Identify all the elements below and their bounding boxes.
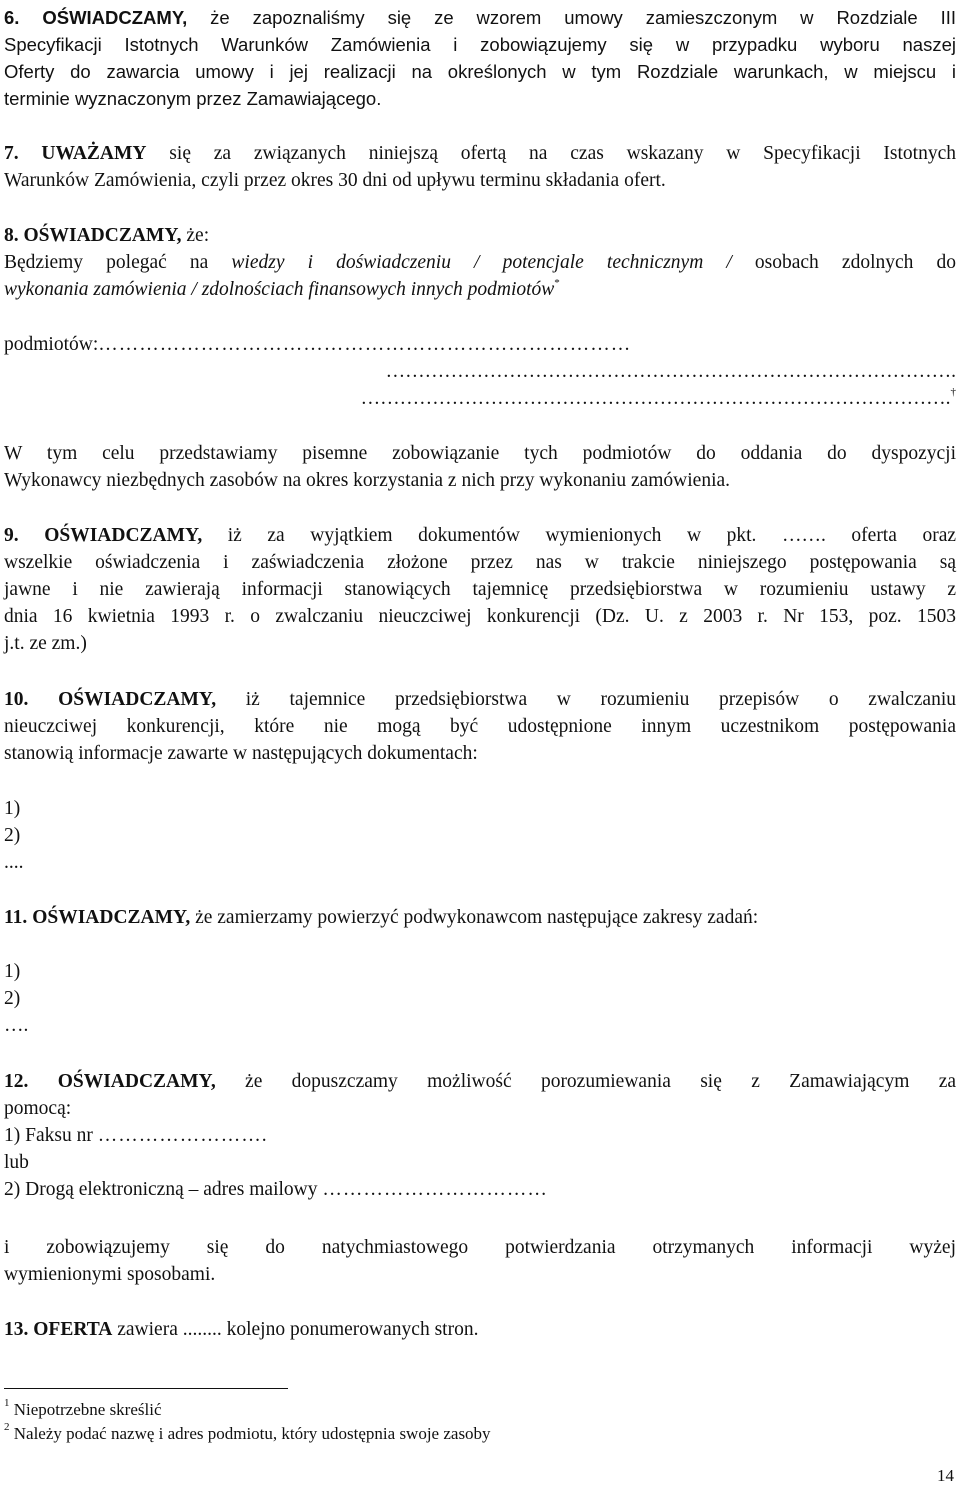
section-8-keyword: OŚWIADCZAMY, — [23, 225, 182, 246]
entities-label: podmiotów: — [4, 334, 99, 355]
footnote-1-mark: 1 — [4, 1397, 10, 1410]
section-8-entities — [4, 331, 956, 412]
section-11 — [4, 904, 956, 931]
section-9-number: 9. — [4, 525, 19, 546]
fax-number-dots: ……………………. — [97, 1125, 268, 1146]
section-8-number: 8. — [4, 225, 19, 246]
section-7-line-1: się za związanych niniejszą ofertą na czas wskazany w Specyfikacji Istotnych — [146, 143, 956, 164]
section-7-number: 7. — [4, 143, 19, 164]
list-item: .... — [4, 852, 24, 873]
section-6-keyword: OŚWIADCZAMY, — [42, 7, 188, 28]
list-item: 1) — [4, 961, 21, 982]
section-6-number: 6. — [4, 7, 20, 28]
section-6-line-4: terminie wyznaczonym przez Zamawiającego. — [4, 88, 382, 109]
page-number: 14 — [937, 1466, 954, 1485]
entities-dots-3: ………………………………………………………………………………. — [360, 388, 951, 409]
section-6-line-1: że zapoznaliśmy się ze wzorem umowy zamieszczonym w Rozdziale III — [187, 7, 956, 28]
section-9-line-1a: iż za wyjątkiem dokumentów wymienionych w pkt. — [202, 525, 782, 546]
section-8-line-2: wykonania zamówienia / zdolnościach finansowych innych podmiotów — [4, 279, 555, 300]
section-12-number: 12. — [4, 1071, 29, 1092]
section-9-line-4: dnia 16 kwietnia 1993 r. o zwalczaniu nieuczciwej konkurencji (Dz. U. z 2003 r. Nr 153, poz. 1503 — [4, 606, 956, 627]
section-11-keyword: OŚWIADCZAMY, — [32, 907, 191, 928]
section-7-keyword: UWAŻAMY — [41, 143, 147, 164]
section-10-line-1: iż tajemnice przedsiębiorstwa w rozumieniu przepisów o zwalczaniu — [216, 689, 956, 710]
list-item: …. — [4, 1015, 29, 1036]
section-12 — [4, 1068, 956, 1203]
section-6 — [4, 4, 956, 112]
footnote-marker-asterisk: * — [554, 276, 560, 289]
section-6-line-2: Specyfikacji Istotnych Warunków Zamówienia i zobowiązujemy się w przypadku wyboru naszej — [4, 34, 956, 55]
section-8-line-1b: wiedzy i doświadczeniu / potencjale technicznym / — [231, 252, 755, 273]
footnote-1-text: Niepotrzebne skreślić — [9, 1400, 162, 1419]
section-13-keyword: OFERTA — [33, 1319, 113, 1340]
entities-dots-1: …………………………………………………………………… — [98, 334, 632, 355]
section-13-number: 13. — [4, 1319, 29, 1340]
section-10-line-3: stanowią informacje zawarte w następujących dokumentach: — [4, 743, 478, 764]
section-13 — [4, 1316, 956, 1343]
section-8 — [4, 222, 956, 303]
section-9-keyword: OŚWIADCZAMY, — [44, 525, 203, 546]
entities-dots-2: ……………………………………………………………………………. — [385, 361, 956, 382]
footnote-2-text: Należy podać nazwę i adres podmiotu, który udostępnia swoje zasoby — [9, 1424, 491, 1443]
section-8-tail: że: — [181, 225, 210, 246]
section-7-line-2: Warunków Zamówienia, czyli przez okres 30 dni od upływu terminu składania ofert. — [4, 170, 666, 191]
section-10-list — [4, 795, 956, 876]
section-9 — [4, 522, 956, 657]
section-9-line-2: wszelkie oświadczenia i zaświadczenia złożone przez nas w trakcie niniejszego postępowania są — [4, 552, 956, 573]
section-11-number: 11. — [4, 907, 28, 928]
section-12-keyword: OŚWIADCZAMY, — [57, 1071, 216, 1092]
footnote-separator — [4, 1388, 288, 1389]
list-item: 1) — [4, 798, 21, 819]
footnote-1 — [4, 1399, 162, 1421]
section-8-line-1c: osobach zdolnych do — [754, 252, 956, 273]
section-13-line-1: zawiera ........ kolejno ponumerowanych stron. — [112, 1319, 479, 1340]
section-9-line-1b: oferta oraz — [825, 525, 956, 546]
section-6-line-3: Oferty do zawarcia umowy i jej realizacji na określonych w tym Rozdziale warunkach, w miejscu i — [4, 61, 956, 82]
section-10 — [4, 686, 956, 767]
section-12-confirmation — [4, 1234, 956, 1288]
list-item: 2) — [4, 988, 21, 1009]
section-12-line-1: że dopuszczamy możliwość porozumiewania się z Zamawiającym za — [215, 1071, 957, 1092]
section-11-list — [4, 958, 956, 1039]
section-9-dots: ……. — [781, 525, 826, 546]
footnote-marker-dagger: † — [950, 385, 956, 398]
section-11-line-1: że zamierzamy powierzyć podwykonawcom następujące zakresy zadań: — [190, 907, 759, 928]
section-10-line-2: nieuczciwej konkurencji, które nie mogą być udostępnione innym uczestnikom postępowania — [4, 716, 956, 737]
section-8-paragraph-2 — [4, 440, 956, 494]
section-9-line-3: jawne i nie zawierają informacji stanowiących tajemnicę przedsiębiorstwa w rozumieniu ustawy z — [4, 579, 956, 600]
section-10-number: 10. — [4, 689, 29, 710]
section-12-c-line-2: wymienionymi sposobami. — [4, 1264, 216, 1285]
email-address-dots: …………………………… — [322, 1179, 548, 1200]
footnote-2 — [4, 1423, 491, 1445]
section-12-c-line-1: i zobowiązujemy się do natychmiastowego potwierdzania otrzymanych informacji wyżej — [4, 1237, 956, 1258]
section-8-line-1a: Będziemy polegać na — [4, 252, 232, 273]
email-label: 2) Drogą elektroniczną – adres mailowy — [4, 1179, 323, 1200]
or-label: lub — [4, 1152, 29, 1173]
section-9-line-5: j.t. ze zm.) — [4, 633, 87, 654]
footnote-2-mark: 2 — [4, 1421, 10, 1434]
section-12-line-2: pomocą: — [4, 1098, 72, 1119]
section-8-p2-line-2: Wykonawcy niezbędnych zasobów na okres korzystania z nich przy wykonaniu zamówienia. — [4, 470, 731, 491]
fax-label: 1) Faksu nr — [4, 1125, 98, 1146]
section-10-keyword: OŚWIADCZAMY, — [58, 689, 217, 710]
list-item: 2) — [4, 825, 21, 846]
section-8-p2-line-1: W tym celu przedstawiamy pisemne zobowiązanie tych podmiotów do oddania do dyspozycji — [4, 443, 956, 464]
section-7 — [4, 140, 956, 194]
